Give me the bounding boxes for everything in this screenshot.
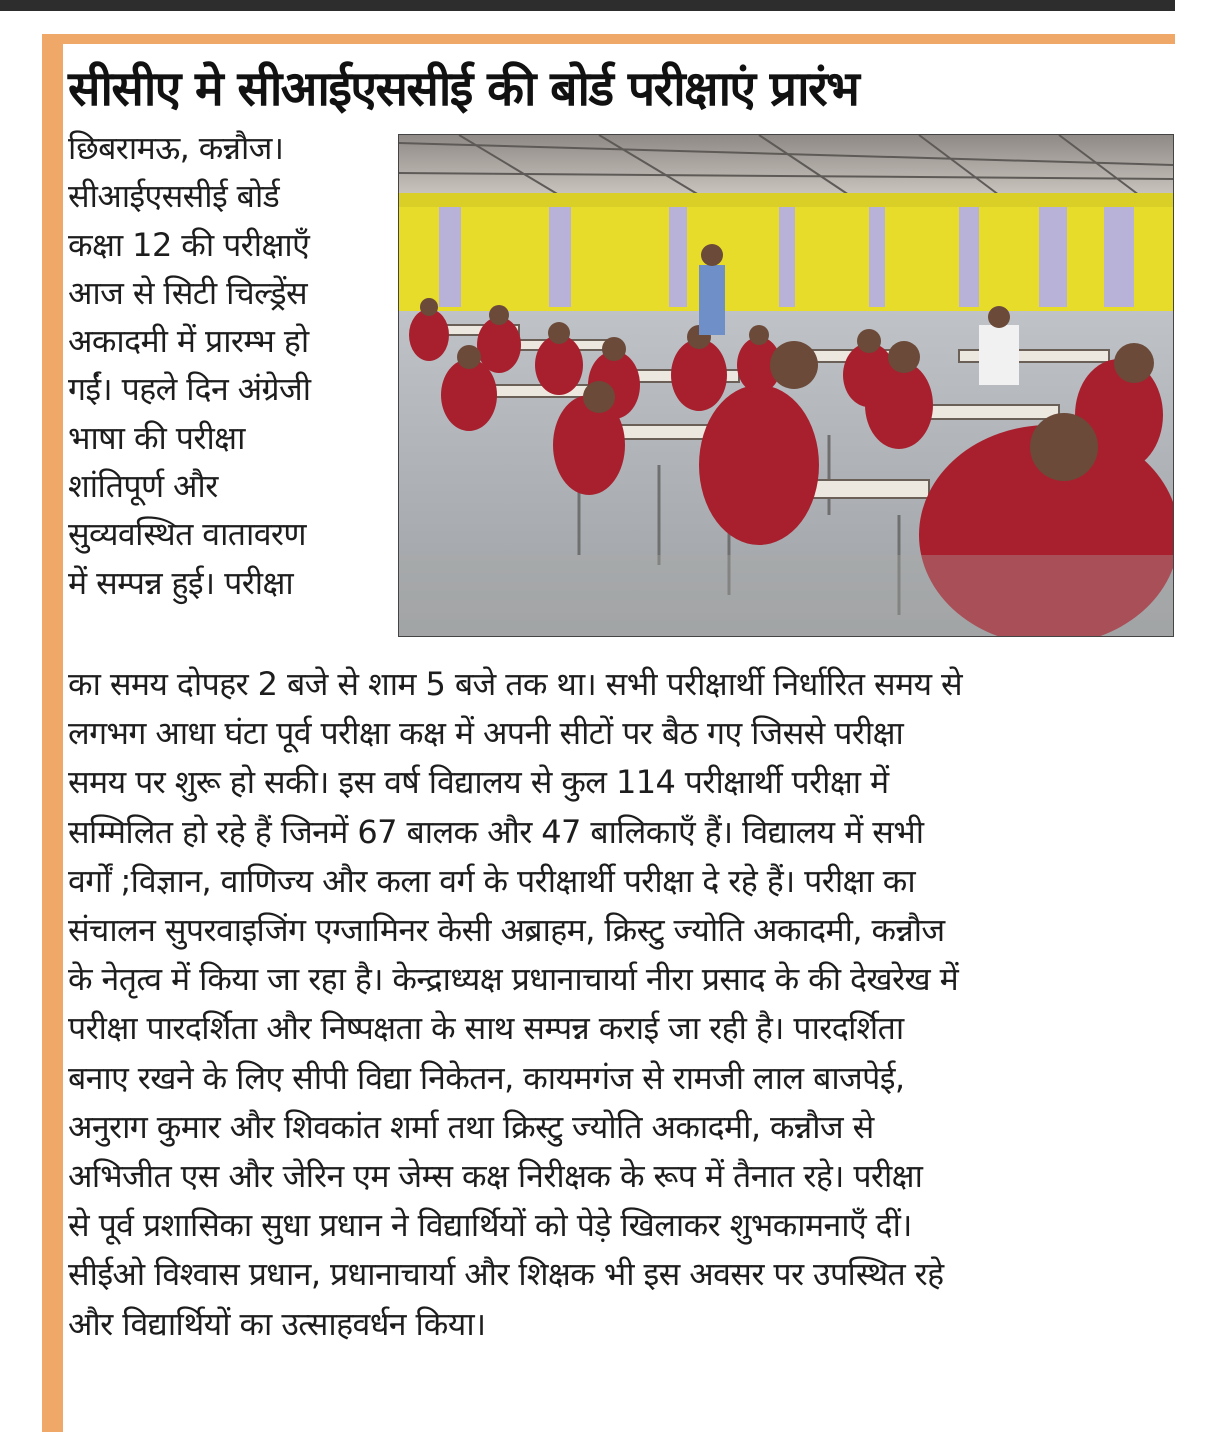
body-line: छिबरामऊ, कन्नौज। [68, 129, 284, 167]
body-line: अभिजीत एस और जेरिन एम जेम्स कक्ष निरीक्षक के रूप में तैनात रहे। परीक्षा [68, 1157, 923, 1196]
body-line: परीक्षा पारदर्शिता और निष्पक्षता के साथ सम्पन्न कराई जा रही है। पारदर्शिता [68, 1009, 904, 1048]
article-body-narrow [68, 124, 393, 607]
accent-bar-left [42, 34, 63, 1432]
body-line: के नेतृत्व में किया जा रहा है। केन्द्राध्यक्ष प्रधानाचार्या नीरा प्रसाद के की देखरेख में [68, 960, 959, 999]
article-body-wide [68, 660, 1178, 1349]
accent-bar-top [42, 34, 1175, 44]
body-line: अकादमी में प्रारम्भ हो [68, 322, 309, 361]
headline: सीसीए मे सीआईएससीई की बोर्ड परीक्षाएं प्रारंभ [68, 61, 859, 117]
body-line: समय पर शुरू हो सकी। इस वर्ष विद्यालय से कुल 114 परीक्षार्थी परीक्षा में [68, 763, 889, 802]
top-rule [0, 0, 1175, 11]
body-line: अनुराग कुमार और शिवकांत शर्मा तथा क्रिस्टु ज्योति अकादमी, कन्नौज से [68, 1107, 874, 1146]
body-line: आज से सिटी चिल्ड्रेंस [68, 273, 308, 312]
body-line: और विद्यार्थियों का उत्साहवर्धन किया। [68, 1304, 486, 1343]
body-line: शांतिपूर्ण और [68, 467, 218, 506]
exam-hall-illustration [399, 135, 1173, 636]
body-line: बनाए रखने के लिए सीपी विद्या निकेतन, कायमगंज से रामजी लाल बाजपेई, [68, 1058, 905, 1097]
body-line: सुव्यवस्थित वातावरण [68, 515, 306, 554]
body-line: गईं। पहले दिन अंग्रेजी [68, 370, 311, 409]
exam-hall-photo [398, 134, 1174, 637]
body-line: सीआईएससीई बोर्ड [68, 177, 280, 216]
body-line: सीईओ विश्वास प्रधान, प्रधानाचार्या और शिक्षक भी इस अवसर पर उपस्थित रहे [68, 1255, 944, 1294]
body-line: भाषा की परीक्षा [68, 418, 245, 457]
body-line: सम्मिलित हो रहे हैं जिनमें 67 बालक और 47 बालिकाएँ हैं। विद्यालय में सभी [68, 812, 924, 851]
body-line: से पूर्व प्रशासिका सुधा प्रधान ने विद्यार्थियों को पेड़े खिलाकर शुभकामनाएँ दीं। [68, 1206, 912, 1245]
body-line: कक्षा 12 की परीक्षाएँ [68, 225, 310, 264]
body-line: संचालन सुपरवाइजिंग एग्जामिनर केसी अब्राहम, क्रिस्टु ज्योति अकादमी, कन्नौज [68, 911, 945, 950]
body-line: में सम्पन्न हुई। परीक्षा [68, 563, 294, 602]
body-line: का समय दोपहर 2 बजे से शाम 5 बजे तक था। सभी परीक्षार्थी निर्धारित समय से [68, 665, 963, 703]
body-line: वर्गों ;विज्ञान, वाणिज्य और कला वर्ग के परीक्षार्थी परीक्षा दे रहे हैं। परीक्षा का [68, 861, 916, 900]
body-line: लगभग आधा घंटा पूर्व परीक्षा कक्ष में अपनी सीटों पर बैठ गए जिससे परीक्षा [68, 714, 904, 753]
